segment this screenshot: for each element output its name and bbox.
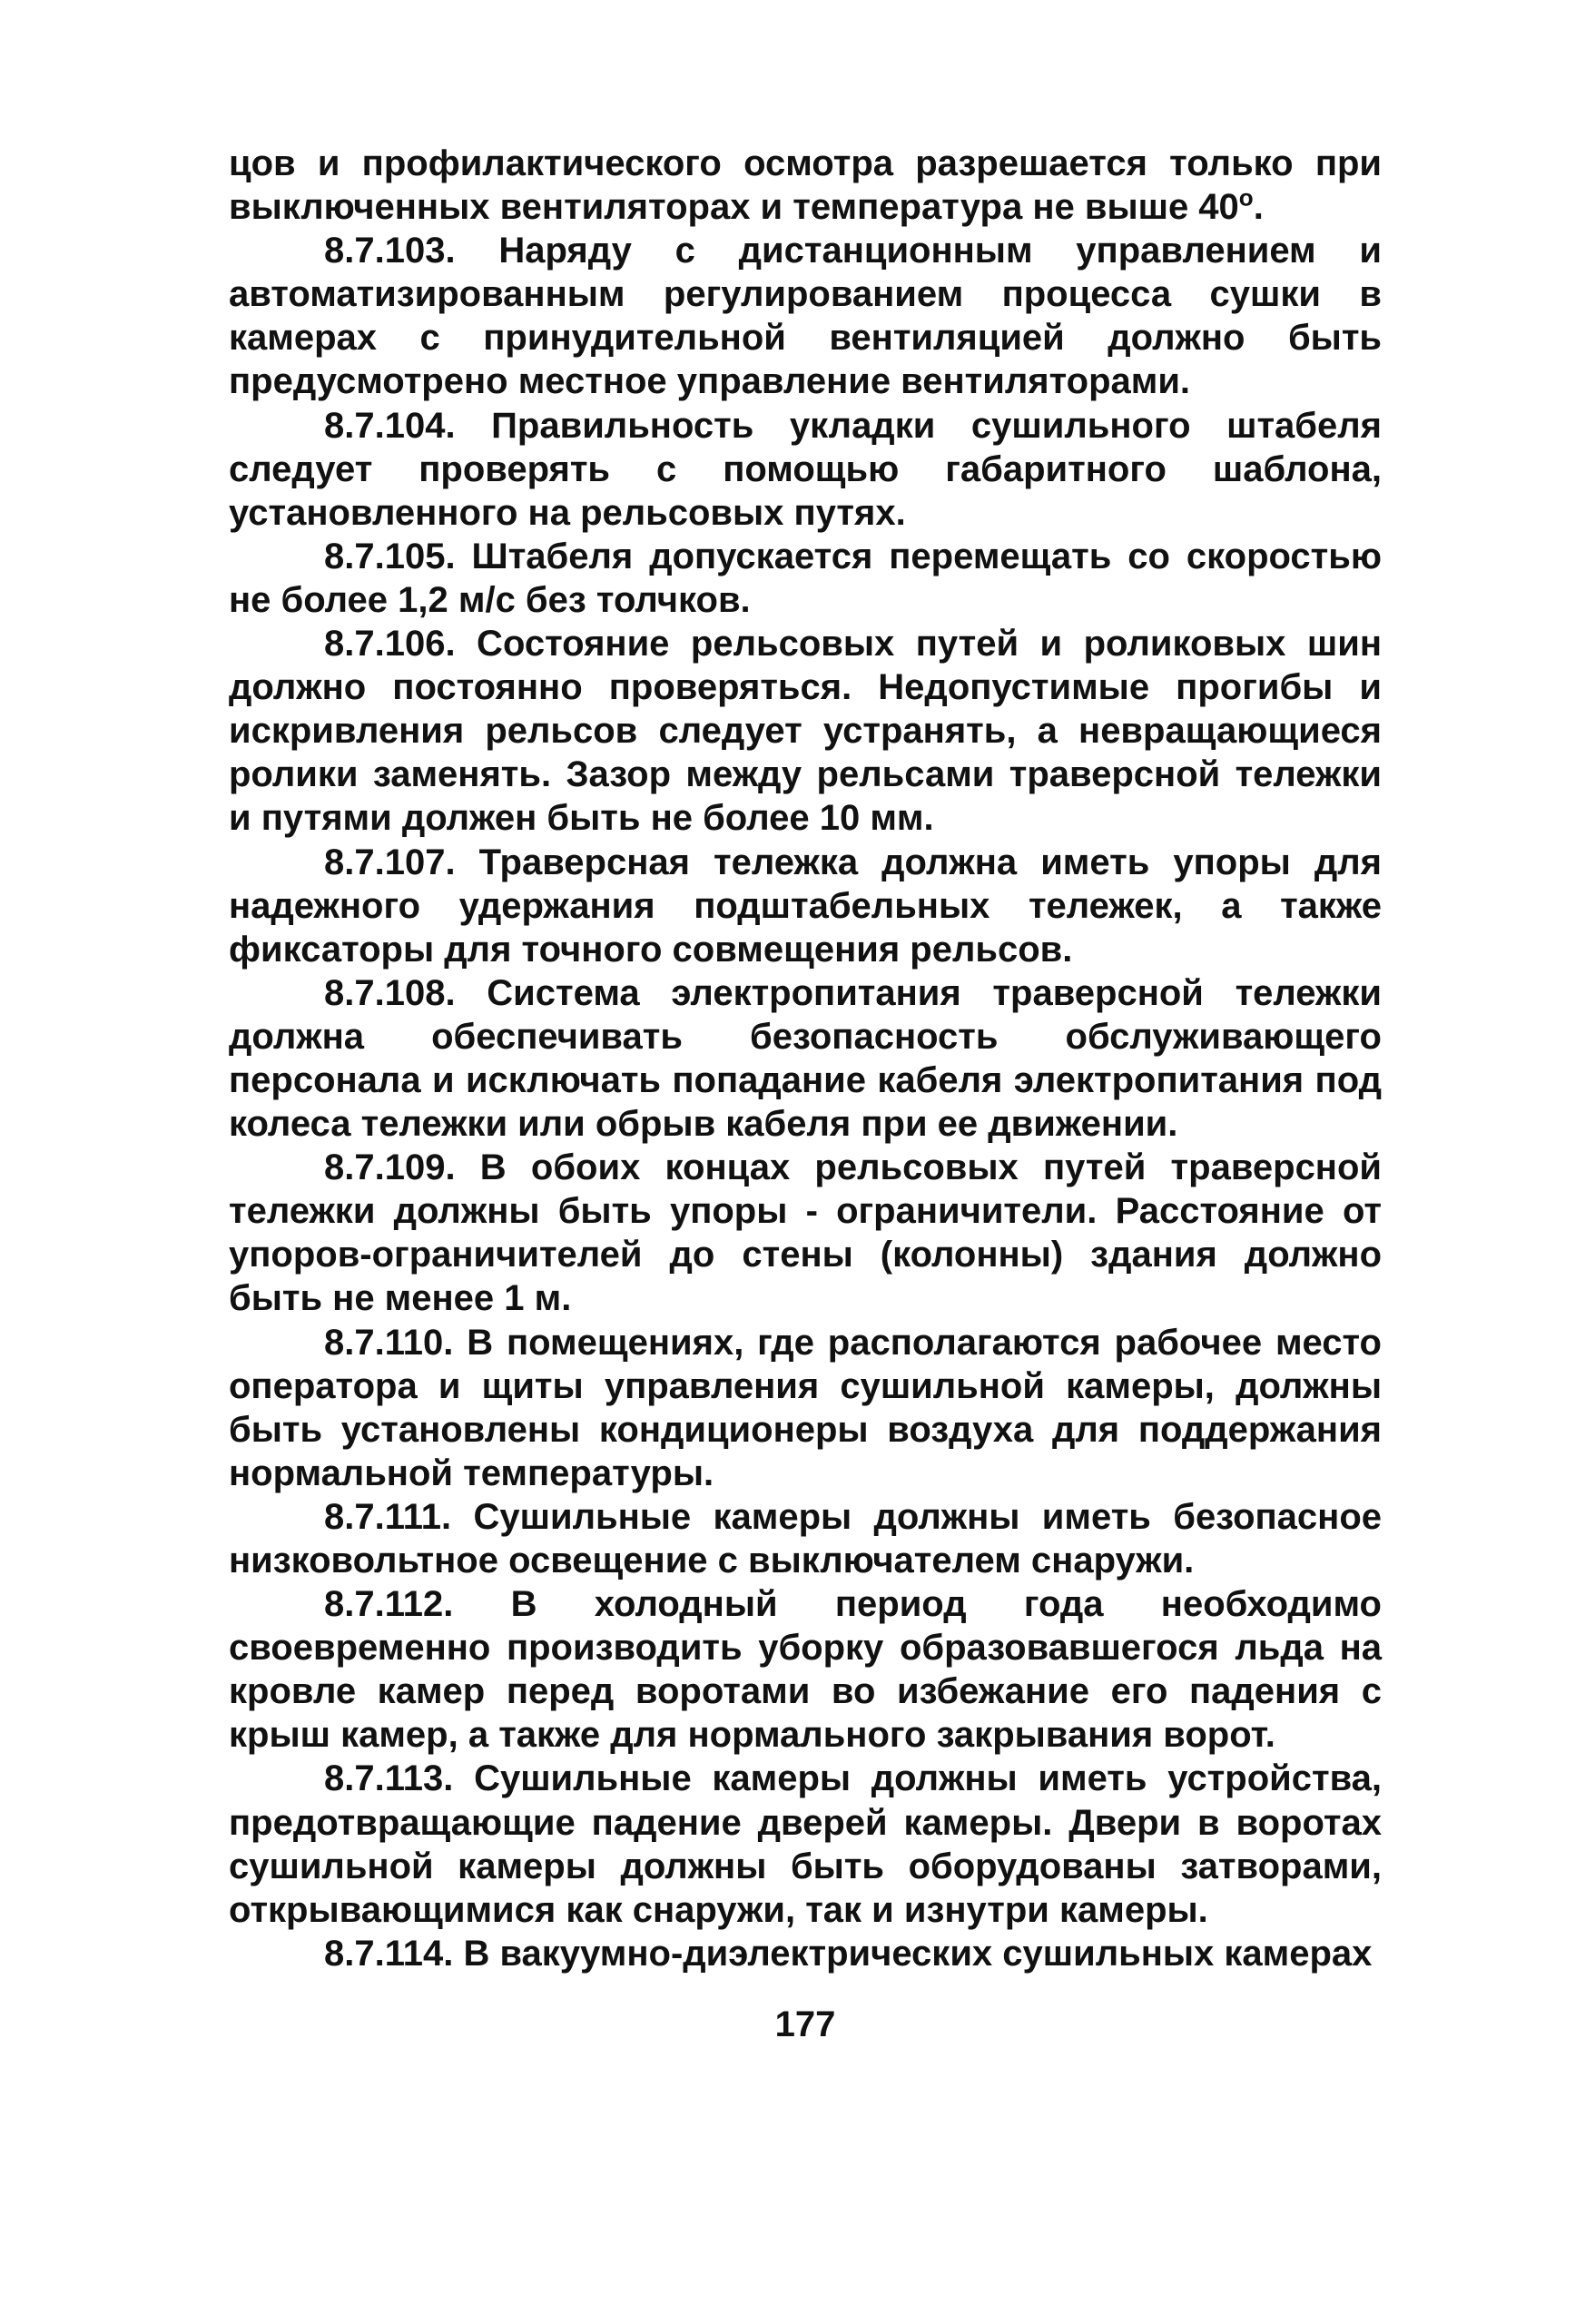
paragraph-8-7-113: 8.7.113. Сушильные камеры должны иметь устройства, предотвращающие падение дверей камеры. Двери в воротах сушильной камеры должны быть оборудованы затворами, открывающимися как снаружи, так и изнутри камеры. (229, 1758, 1382, 1930)
paragraph-8-7-108: 8.7.108. Система электропитания траверсной тележки должна обеспечивать безопасность обслуживающего персонала и исключать попадание кабеля электропитания под колеса тележки или обрыв кабеля при ее движении. (229, 972, 1382, 1145)
paragraph-tail: . (1253, 187, 1264, 228)
paragraph-8-7-110: 8.7.110. В помещениях, где располагаются рабочее место оператора и щиты управления сушильной камеры, должны быть установлены кондиционеры воздуха для поддержания нормальной температуры. (229, 1322, 1382, 1493)
paragraph-text: цов и профилактического осмотра разрешается только при выключенных вентиляторах и температура не выше 40 (229, 143, 1382, 228)
paragraph-8-7-107: 8.7.107. Траверсная тележка должна иметь упоры для надежного удержания подштабельных тележек, а также фиксаторы для точного совмещения рельсов. (229, 842, 1382, 970)
paragraph-8-7-112: 8.7.112. В холодный период года необходимо своевременно производить уборку образовавшегося льда на кровле камер перед воротами во избежание его падения с крыш камер, а также для нормального закрывания ворот. (229, 1584, 1382, 1756)
paragraph-8-7-111: 8.7.111. Сушильные камеры должны иметь безопасное низковольтное освещение с выключателем снаружи. (229, 1496, 1382, 1581)
paragraph-8-7-105: 8.7.105. Штабеля допускается перемещать со скоростью не более 1,2 м/с без толчков. (229, 536, 1382, 620)
paragraph-8-7-114: 8.7.114. В вакуумно-диэлектрических сушильных камерах (324, 1933, 1373, 1974)
paragraph-8-7-106: 8.7.106. Состояние рельсовых путей и роликовых шин должно постоянно проверяться. Недопустимые прогибы и искривления рельсов следует устранять, а невращающиеся ролики заменять. Зазор между рельсами траверсной тележки и путями должен быть не более 10 мм. (229, 624, 1382, 839)
paragraph-8-7-109: 8.7.109. В обоих концах рельсовых путей траверсной тележки должны быть упоры - ограничители. Расстояние от упоров-ограничителей до стены (колонны) здания должно быть не менее 1 м. (229, 1147, 1382, 1319)
paragraph-8-7-104: 8.7.104. Правильность укладки сушильного штабеля следует проверять с помощью габаритного шаблона, установленного на рельсовых путях. (229, 405, 1382, 533)
paragraph-continuation (229, 142, 1382, 229)
page-number: 177 (774, 2004, 836, 2044)
paragraph-8-7-103: 8.7.103. Наряду с дистанционным управлением и автоматизированным регулированием процесса сушки в камерах с принудительной вентиляцией должно быть предусмотрено местное управление вентиляторами. (229, 231, 1382, 402)
document-page (229, 142, 1382, 2048)
degree-superscript: о (1238, 183, 1254, 212)
